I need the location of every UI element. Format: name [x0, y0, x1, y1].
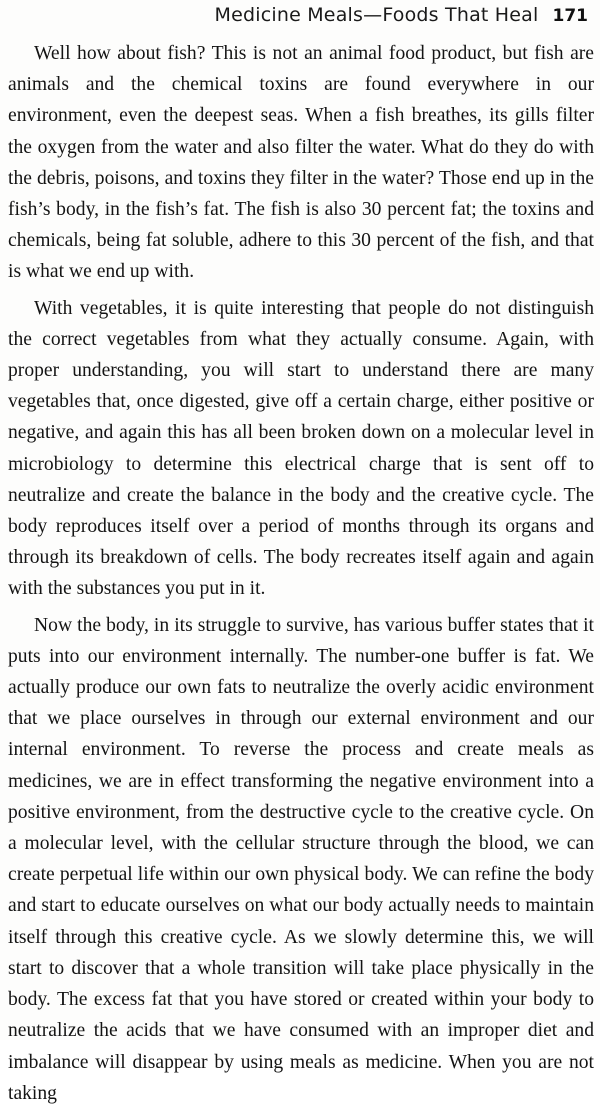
page-number: 171: [552, 6, 588, 26]
paragraph-fish: Well how about fish? This is not an animal food product, but fish are animals and the chemical toxins are found everywhere in our environment, even the deepest seas. When a fish breathes, its gills filter the oxygen from the water and also filter the water. What do they do with the debris, poisons, and toxins they filter in the water? Those end up in the fish’s body, in the fish’s fat. The fish is also 30 percent fat; the toxins and chemicals, being fat soluble, adhere to this 30 percent of the fish, and that is what we end up with.: [8, 43, 594, 283]
paragraph-buffer-states: Now the body, in its struggle to survive, has various buffer states that it puts into our environment internally. The number-one buffer is fat. We actually produce our own fats to neutralize the overly acidic environment that we place ourselves in through our external environment and our internal environment. To reverse the process and create meals as medicines, we are in effect transforming the negative environment into a positive environment, from the destructive cycle to the creative cycle. On a molecular level, with the cellular structure through the blood, we can create perpetual life within our own physical body. We can refine the body and start to educate ourselves on what our body actually needs to maintain itself through this creative cycle. As we slowly determine this, we will start to discover that a whole transition will take place physically in the body. The excess fat that you have stored or created within your body to neutralize the acids that we have consumed with an improper diet and imbalance will disappear by using meals as medicine. When you are not taking: [8, 614, 594, 1104]
running-title: Medicine Meals—Foods That Heal: [214, 4, 539, 26]
body-text: [8, 38, 594, 1114]
running-header: [215, 4, 589, 26]
paragraph-vegetables: With vegetables, it is quite interesting that people do not distinguish the correct vegetables from what they actually consume. Again, with proper understanding, you will start to understand there are many vegetables that, once digested, give off a certain charge, either positive or negative, and again this has all been broken down on a molecular level in microbiology to determine this electrical charge that is sent off to neutralize and create the balance in the body and the creative cycle. The body reproduces itself over a period of months through its organs and through its breakdown of cells. The body recreates itself again and again with the substances you put in it.: [8, 297, 594, 600]
